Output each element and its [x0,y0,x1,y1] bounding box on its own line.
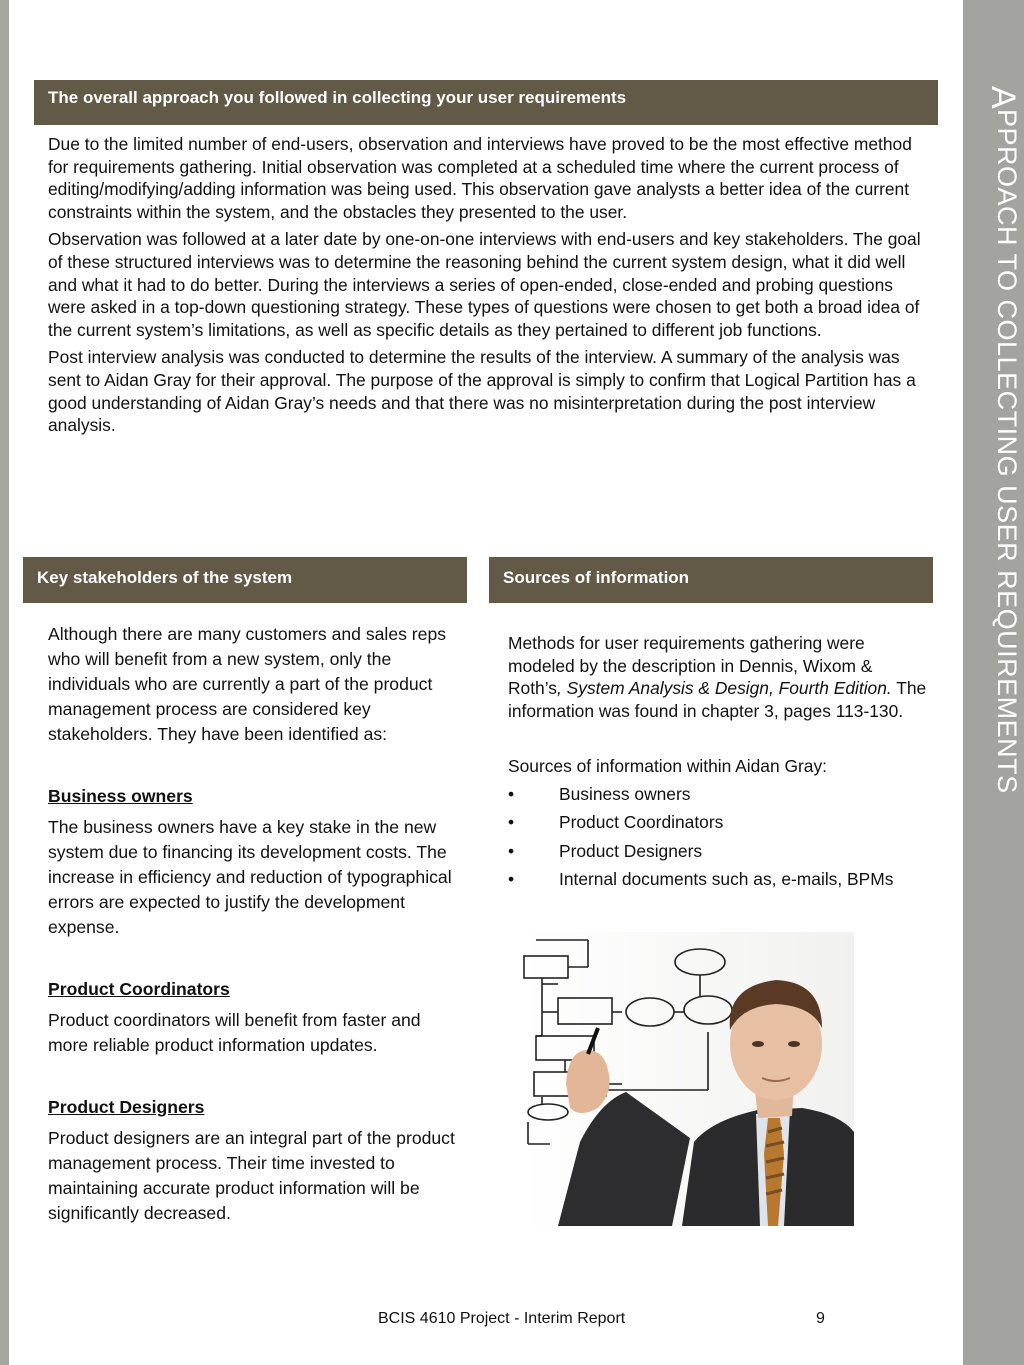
stakeholders-heading-bar [23,557,467,603]
list-item-text: Product Designers [559,840,703,861]
sources-within-label: Sources of information within Aidan Gray: [508,756,827,777]
side-title-rest: PPROACH TO COLLECTING USER REQUIREMENTS [992,109,1022,794]
list-item-text: Business owners [559,783,691,804]
list-item [508,840,928,869]
sources-methods-pages: The information was found in chapter 3, pages 113-130. [508,678,927,721]
sources-methods-text: Methods for user requirements gathering were modeled by the description in Dennis, Wixom & Roth’s [508,633,873,699]
bullet-icon: • [508,783,515,804]
stakeholders-intro: Although there are many customers and sales reps who will benefit from a new system, only the individuals who are currently a part of the product management process are considered key stakeholders. They have been identified as: [48,624,447,744]
stakeholder-title: Product Designers [48,1097,205,1117]
approach-paragraph: Post interview analysis was conducted to determine the results of the interview. A summary of the analysis was sent to Aidan Gray for their approval. The purpose of the approval is simply to confirm that Logical Partition has a good understanding of Aidan Gray’s needs and that there was no misinterpretation during the post interview analysis. [48,347,916,436]
left-eye [752,1041,764,1047]
sources-column [508,632,928,897]
sources-methods [508,632,928,722]
page-left-edge [0,0,9,1365]
sources-book-title: , System Analysis & Design, Fourth Edition. [556,678,892,699]
sources-heading: Sources of information [503,568,690,587]
right-eye [788,1041,800,1047]
bullet-icon: • [508,812,515,833]
list-item [508,783,928,812]
approach-paragraph: Due to the limited number of end-users, observation and interviews have proved to be the most effective method for requirements gathering. Initial observation was completed at a scheduled time where the current process of editing/modifying/adding information was being used. This observation gave analysts a better idea of the current constraints within the system, and the obstacles they presented to the user. [48,134,912,222]
list-item-text: Internal documents such as, e-mails, BPMs [559,869,894,890]
sources-heading-bar [489,557,933,603]
side-title-initial: A [984,86,1022,110]
stakeholder-text: Product designers are an integral part of the product management process. Their time invested to maintaining accurate product information will be significantly decreased. [48,1128,455,1223]
list-item [508,868,928,897]
stakeholder-title: Product Coordinators [48,979,230,999]
approach-body [48,133,928,442]
stakeholder-title: Business owners [48,786,193,806]
stakeholder-text: Product coordinators will benefit from faster and more reliable product information updates. [48,1010,421,1055]
approach-paragraph: Observation was followed at a later date by one-on-one interviews with end-users and key stakeholders. The goal of these structured interviews was to determine the reasoning behind the current system design, what it did well and what it had to do better. During the interviews a series of open-ended, close-ended and probing questions were asked in a top-down questioning strategy. These types of questions were chosen to get both a broad idea of the current system’s limitations, as well as specific details as they pertained to different job functions. [48,229,921,340]
approach-heading: The overall approach you followed in collecting your user requirements [48,88,627,107]
stakeholders-heading: Key stakeholders of the system [37,568,293,587]
list-item [508,811,928,840]
photo-illustration [522,932,854,1226]
businessman-flowchart-photo [522,932,854,1226]
list-item-text: Product Coordinators [559,812,724,833]
stakeholders-column [48,622,460,1226]
sources-list [508,783,928,897]
stakeholder-text: The business owners have a key stake in the new system due to financing its development costs. The increase in efficiency and reduction of typographical errors are expected to justify the development expense. [48,817,452,937]
footer-page-number: 9 [816,1310,825,1327]
approach-heading-bar [34,80,938,125]
bullet-icon: • [508,869,515,890]
side-title [964,80,1022,800]
footer-report-title: BCIS 4610 Project - Interim Report [378,1310,626,1327]
bullet-icon: • [508,840,515,861]
